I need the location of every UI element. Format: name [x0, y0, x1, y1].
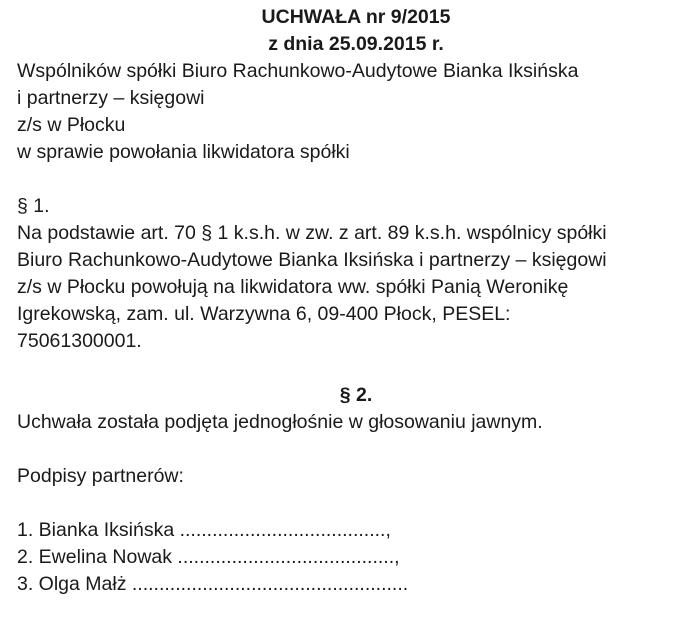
section1-line: Igrekowską, zam. ul. Warzywna 6, 09-400 Płock, PESEL: [17, 303, 511, 325]
signature-line: 2. Ewelina Nowak ........................................, [17, 546, 400, 568]
intro-line: z/s w Płocku [17, 114, 126, 136]
section1-heading: § 1. [17, 195, 50, 217]
signature-line: 1. Bianka Iksińska ......................................, [17, 519, 391, 541]
section2-heading: § 2. [339, 384, 373, 406]
section1-line: 75061300001. [17, 330, 142, 352]
signature-line: 3. Olga Małż ................................................... [17, 573, 409, 595]
resolution-date: z dnia 25.09.2015 r. [268, 33, 444, 55]
spacer [17, 490, 695, 517]
intro-line: i partnerzy – księgowi [17, 87, 205, 109]
intro-line: w sprawie powołania likwidatora spółki [17, 141, 350, 163]
section1-line: Biuro Rachunkowo-Audytowe Bianka Iksińska i partnerzy – księgowi [17, 249, 607, 271]
spacer [17, 436, 695, 463]
intro-line: Wspólników spółki Biuro Rachunkowo-Audytowe Bianka Iksińska [17, 60, 579, 82]
resolution-document [17, 4, 695, 598]
section1-line: z/s w Płocku powołują na likwidatora ww. spółki Panią Weronikę [17, 276, 569, 298]
section1-line: Na podstawie art. 70 § 1 k.s.h. w zw. z art. 89 k.s.h. wspólnicy spółki [17, 222, 607, 244]
section2-text: Uchwała została podjęta jednogłośnie w głosowaniu jawnym. [17, 411, 543, 433]
spacer [17, 355, 695, 382]
signatures-heading: Podpisy partnerów: [17, 465, 184, 487]
resolution-title: UCHWAŁA nr 9/2015 [261, 6, 451, 28]
spacer [17, 166, 695, 193]
